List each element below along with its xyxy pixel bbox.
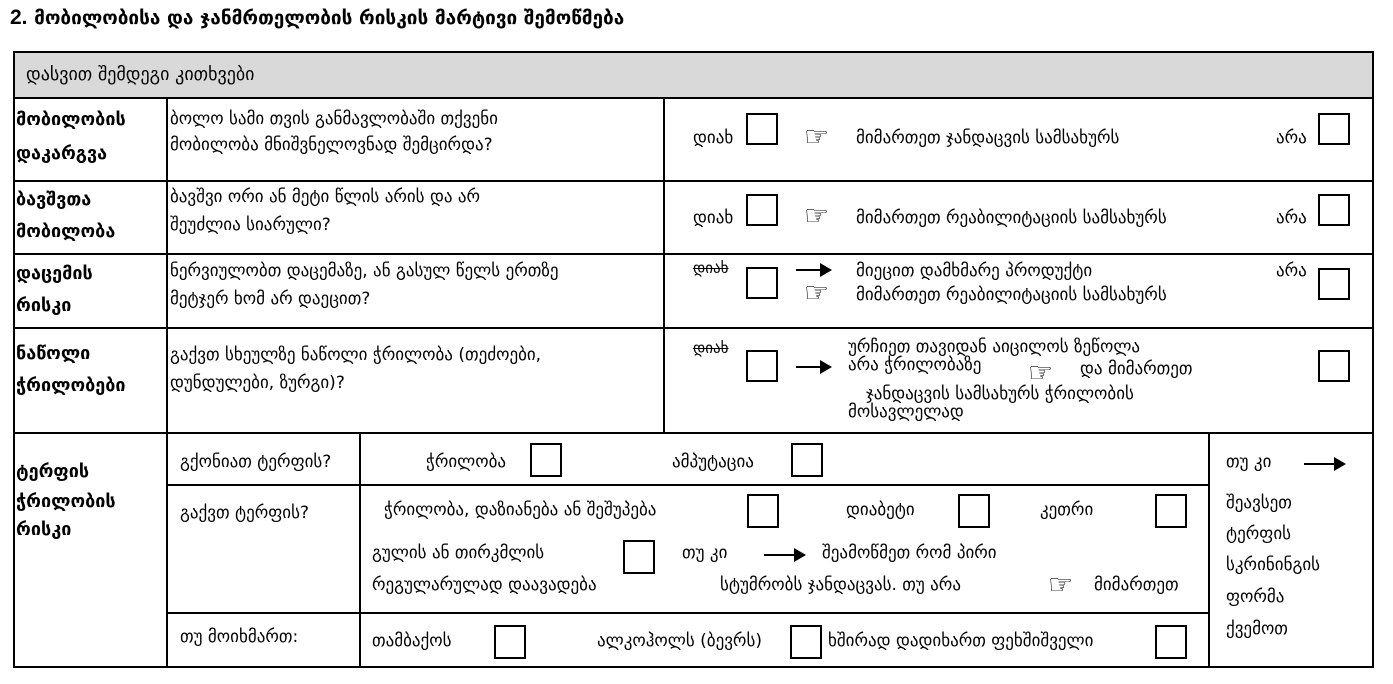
no-label: არა: [1276, 261, 1307, 281]
category-label: ჭრილობები: [16, 375, 126, 396]
if-yes-label: თუ კი: [1226, 452, 1272, 472]
option-label: ჭრილობა: [426, 452, 507, 472]
border: [166, 97, 168, 668]
option-label: ამპუტაცია: [672, 452, 754, 472]
border: [13, 180, 1374, 182]
diabetes-checkbox[interactable]: [958, 494, 990, 528]
question-text: მეტჯერ ხომ არ დაეცით?: [170, 289, 371, 309]
option-label: დიაბეტი: [846, 500, 915, 520]
instruction-text: მიმართეთ: [1094, 575, 1179, 595]
barefoot-checkbox[interactable]: [1155, 625, 1187, 659]
yes-checkbox[interactable]: [746, 113, 778, 145]
category-label: რისკი: [16, 295, 72, 316]
pointing-hand-icon: ☞: [1048, 568, 1074, 601]
question-text: გაქვთ ტერფის?: [180, 503, 309, 523]
pointing-hand-icon: ☞: [804, 276, 830, 309]
border: [13, 51, 15, 668]
category-label: ტერფის: [16, 461, 90, 482]
section-title: მობილობისა და ჯანმრთელობის რისკის მარტივი შემოწმება: [34, 7, 625, 29]
wound-damage-checkbox[interactable]: [747, 494, 779, 528]
right-arrow-icon: [796, 269, 830, 271]
yes-label: დიახ: [693, 339, 729, 357]
yes-label: დიახ: [693, 208, 734, 228]
option-label: კეთრი: [1040, 500, 1094, 520]
question-text: გაქვთ სხეულზე ნაწოლი ჭრილობა (თეძოები,: [170, 345, 542, 365]
action-text: მიმართეთ რეაბილიტაციის სამსახურს: [856, 285, 1167, 305]
question-text: გქონიათ ტერფის?: [180, 452, 332, 472]
no-checkbox[interactable]: [1318, 113, 1350, 145]
category-label: რისკი: [16, 519, 72, 540]
border: [663, 97, 665, 434]
category-label: ბავშვთა: [16, 189, 92, 210]
right-arrow-icon: [764, 554, 804, 556]
category-label: მობილობის: [16, 109, 126, 130]
no-checkbox[interactable]: [1318, 350, 1350, 382]
yes-checkbox[interactable]: [746, 194, 778, 226]
amputation-checkbox[interactable]: [791, 443, 823, 477]
question-text: თუ მოიხმართ:: [180, 627, 299, 647]
page-title: [10, 6, 624, 30]
action-text: და მიმართეთ: [1080, 359, 1193, 379]
question-text: ბავშვი ორი ან მეტი წლის არის და არ: [170, 187, 481, 207]
question-text: მობილობა მნიშვნელოვნად შემცირდა?: [170, 135, 493, 155]
leprosy-checkbox[interactable]: [1155, 494, 1187, 528]
category-label: ნაწოლი: [16, 343, 91, 364]
yes-label: დიახ: [693, 128, 734, 148]
action-text: მიეცით დამხმარე პროდუქტი: [856, 261, 1093, 281]
wound-checkbox[interactable]: [530, 443, 562, 477]
border: [1208, 432, 1210, 668]
category-label: დაცემის: [16, 263, 93, 284]
side-instruction: ტერფის: [1226, 524, 1291, 544]
right-arrow-icon: [1304, 463, 1344, 465]
action-text: მიმართეთ რეაბილიტაციის სამსახურს: [856, 208, 1167, 228]
heart-kidney-checkbox[interactable]: [623, 540, 655, 574]
table-header-text: დასვით შემდეგი კითხვები: [26, 64, 255, 85]
option-label: ხშირად დადიხართ ფეხშიშველი: [828, 631, 1094, 651]
tobacco-checkbox[interactable]: [494, 625, 526, 659]
question-text: ნერვიულობთ დაცემაზე, ან გასულ წელს ერთზე: [170, 261, 559, 281]
border: [359, 432, 361, 668]
action-text: მიმართეთ ჯანდაცვის სამსახურს: [856, 128, 1120, 148]
side-instruction: ქვემოთ: [1226, 619, 1288, 639]
border: [13, 327, 1374, 329]
question-text: შეუძლია სიარული?: [170, 215, 331, 235]
border: [13, 432, 1374, 434]
instruction-text: სტუმრობს ჯანდაცვას. თუ არა: [720, 575, 961, 595]
if-yes-label: თუ კი: [682, 543, 728, 563]
section-number: 2.: [10, 6, 28, 29]
option-label: რეგულარულად დაავადება: [372, 575, 597, 595]
border: [13, 666, 1374, 668]
border: [167, 484, 1209, 486]
border: [167, 612, 1209, 614]
instruction-text: შეამოწმეთ რომ პირი: [822, 543, 997, 563]
no-checkbox[interactable]: [1318, 194, 1350, 226]
action-text: ჯანდაცვის სამსახურს ჭრილობის: [866, 384, 1134, 404]
border: [1372, 51, 1374, 668]
side-instruction: სკრინინგის: [1226, 555, 1321, 575]
side-instruction: ფორმა: [1226, 587, 1285, 607]
alcohol-checkbox[interactable]: [790, 625, 822, 659]
border: [13, 97, 1374, 99]
option-label: გულის ან თირკმლის: [372, 543, 545, 563]
yes-checkbox[interactable]: [746, 350, 778, 382]
yes-label: დიახ: [693, 259, 729, 277]
no-label: არა: [1276, 128, 1307, 148]
option-label: თამბაქოს: [372, 631, 452, 651]
pointing-hand-icon: ☞: [804, 120, 830, 153]
no-checkbox[interactable]: [1318, 268, 1350, 300]
category-label: დაკარგვა: [16, 143, 108, 164]
side-instruction: შეავსეთ: [1226, 493, 1292, 513]
pointing-hand-icon: ☞: [804, 199, 830, 232]
no-label: არა: [1276, 208, 1307, 228]
option-label: ალკოჰოლს (ბევრს): [597, 631, 762, 651]
action-text: მოსავლელად: [848, 402, 964, 422]
pointing-hand-icon: ☞: [1028, 356, 1054, 389]
yes-checkbox[interactable]: [746, 267, 778, 299]
category-label: ჭრილობის: [16, 491, 116, 512]
right-arrow-icon: [796, 366, 830, 368]
border: [13, 51, 1374, 53]
action-text: არა ჭრილობაზე: [848, 355, 982, 375]
question-text: დუნდულები, ზურგი)?: [170, 373, 345, 393]
action-text: ურჩიეთ თავიდან აიცილოს ზეწოლა: [848, 337, 1141, 357]
category-label: მობილობა: [16, 221, 116, 242]
option-label: ჭრილობა, დაზიანება ან შეშუპება: [384, 500, 657, 520]
question-text: ბოლო სამი თვის განმავლობაში თქვენი: [170, 109, 498, 129]
